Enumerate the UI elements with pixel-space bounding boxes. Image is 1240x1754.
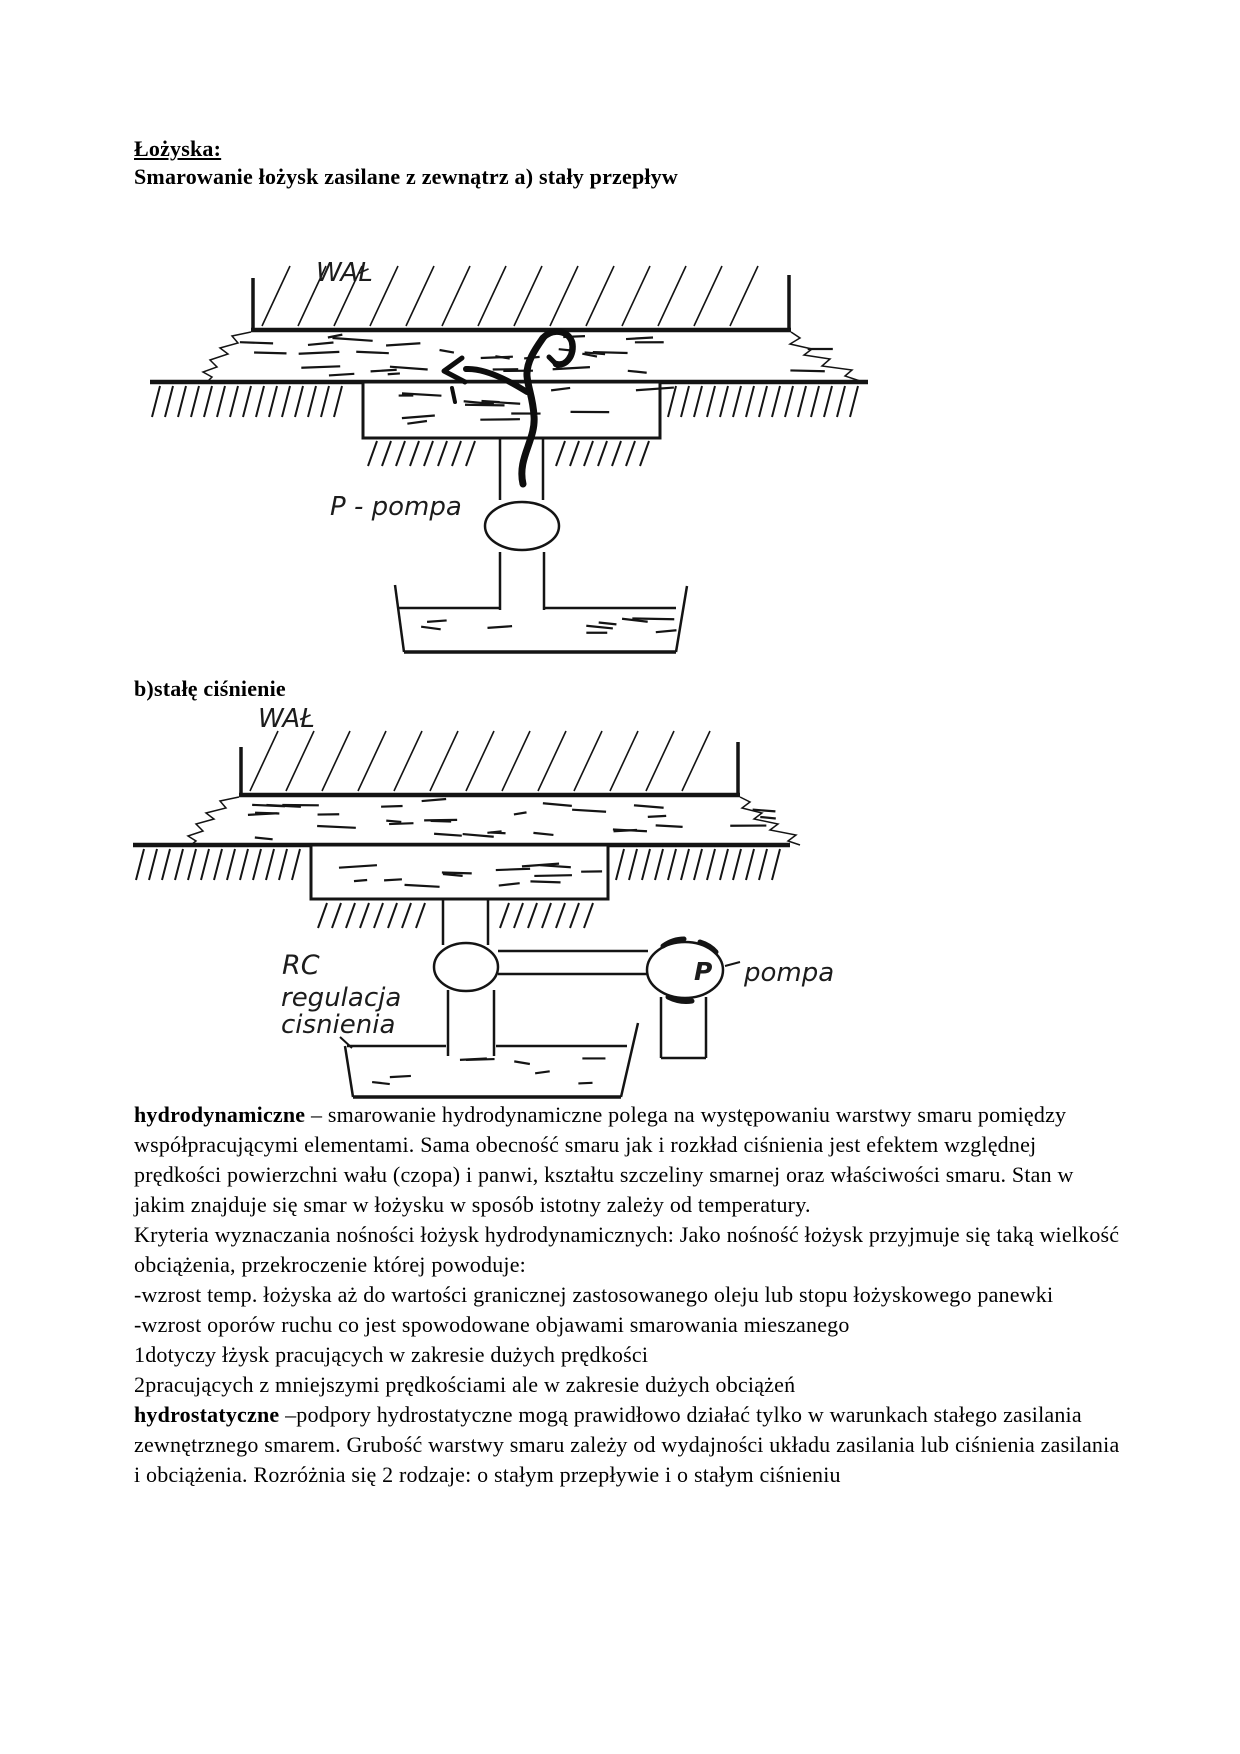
- ground-hatching-left: [152, 386, 342, 417]
- pump-tick: [725, 962, 740, 966]
- page-title: Łożyska:: [134, 136, 222, 161]
- diagram-constant-pressure: [130, 700, 850, 1120]
- shaft-label-b: WAŁ: [258, 704, 315, 734]
- term-bold: hydrostatyczne: [134, 1402, 280, 1427]
- ground-hatching-right: [668, 386, 858, 417]
- section-b-heading: b)stałę ciśnienie: [134, 676, 286, 701]
- paragraph-hydrodynamiczne: hydrodynamiczne – smarowanie hydrodynamiczne polega na występowaniu warstwy smaru pomiędzy współpracującymi elementami. Sama obecność smaru jak i rozkład ciśnienia jest efektem względnej prędkości powierzchni wału (czopa) i panwi, kształtu szczeliny smarnej oraz właściwości smaru. Stan w jakim znajduje się smar w łożysku w sposób istotny zależy od temperatury.: [134, 1102, 1074, 1217]
- bearing-hatching-right-b: [500, 903, 593, 928]
- rc-label-line3: cisnienia: [281, 1010, 396, 1040]
- paragraph-punkt-2: 2pracujących z mniejszymi prędkościami ale w zakresie dużych obciążeń: [134, 1372, 796, 1397]
- oil-texture: [240, 335, 833, 376]
- bearing-hatching-right: [556, 441, 649, 466]
- paragraph-punkt-1: 1dotyczy łżysk pracujących w zakresie dużych prędkości: [134, 1342, 649, 1367]
- term-bold: hydrodynamiczne: [134, 1102, 306, 1127]
- oil-film-b: [188, 797, 800, 845]
- paragraph-wzrost-temp: -wzrost temp. łożyska aż do wartości granicznej zastosowanego oleju lub stopu łożyskowego panewki: [134, 1282, 1054, 1307]
- ground-hatching-right-b: [616, 849, 780, 880]
- oil-tank: [395, 585, 687, 652]
- tank-oil-texture-b: [372, 1058, 605, 1084]
- bearing-hatching-left-b: [318, 903, 425, 928]
- pump-label-a: P - pompa: [330, 492, 462, 522]
- bearing-hatching-left: [368, 441, 475, 466]
- page-subtitle: Smarowanie łożysk zasilane z zewnątrz a) stały przepływ: [134, 164, 679, 189]
- pump-letter: P: [694, 957, 713, 986]
- shaft-label-a: WAŁ: [316, 258, 373, 288]
- paragraph-hydrostatyczne: hydrostatyczne –podpory hydrostatyczne mogą prawidłowo działać tylko w warunkach stałego zasilania zewnętrznego smarem. Grubość warstwy smaru zależy od wydajności układu zasilania lub ciśnienia zasilania i obciążenia. Rozróżnia się 2 rodzaje: o stałym przepływie i o stałym ciśnieniu: [134, 1402, 1120, 1487]
- shaft-assembly-b: [239, 731, 740, 795]
- paragraph-kryteria: Kryteria wyznaczania nośności łożysk hydrodynamicznych: Jako nośność łożysk przyjmuje się taką wielkość obciążenia, przekroczenie której powoduje:: [134, 1222, 1120, 1277]
- pump-label-b: pompa: [744, 958, 835, 988]
- rc-valve-circle: [434, 943, 498, 991]
- ground-hatching-left-b: [136, 849, 300, 880]
- tank-oil-texture: [421, 618, 676, 632]
- pump-circle: [485, 502, 559, 550]
- body-text: [134, 1100, 1126, 1490]
- rc-label-line2: regulacja: [281, 983, 402, 1013]
- diagram-constant-flow: [140, 230, 880, 670]
- paragraph-wzrost-oporow: -wzrost oporów ruchu co jest spowodowane objawami smarowania mieszanego: [134, 1312, 850, 1337]
- bearing-block: [363, 382, 660, 438]
- oil-texture-b: [248, 799, 776, 839]
- rc-label: RC: [282, 950, 320, 981]
- shaft-hatching-b: [250, 731, 710, 791]
